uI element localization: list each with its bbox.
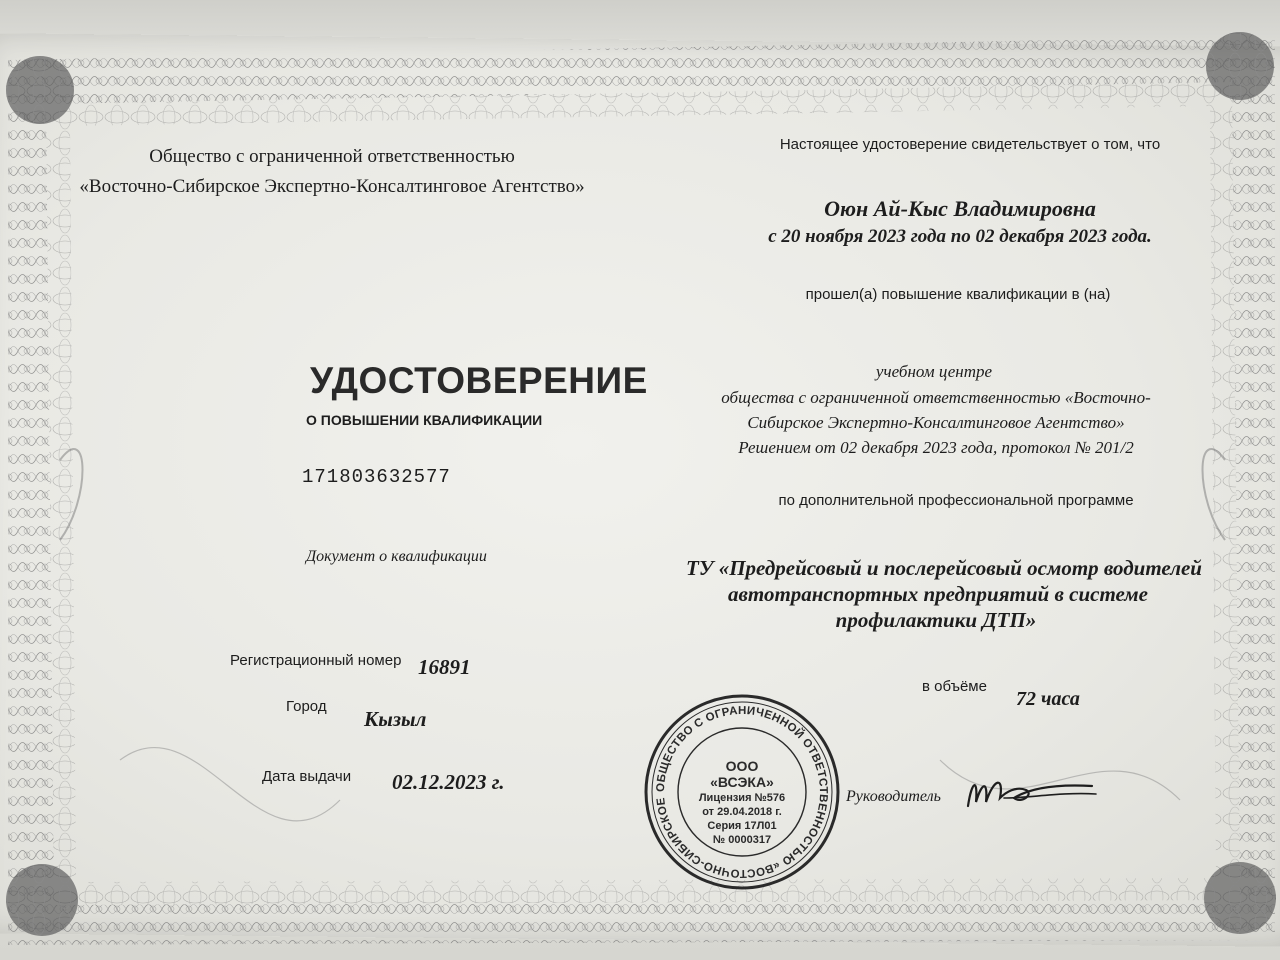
training-center-line: учебном центре xyxy=(875,362,993,381)
holder-name: Оюн Ай-Кыс Владимировна xyxy=(824,196,1096,221)
issue-date-value: 02.12.2023 г. xyxy=(392,770,505,794)
program-label: по дополнительной профессиональной программе xyxy=(778,492,1134,509)
certifies-text: Настоящее удостоверение свидетельствует о том, что xyxy=(779,136,1161,153)
registration-number-label: Регистрационный номер xyxy=(230,652,402,669)
seal-inner-line: ООО xyxy=(725,758,759,774)
city-label: Город xyxy=(286,698,327,715)
seal-ring-text: ОБЩЕСТВО С ОГРАНИЧЕННОЙ ОТВЕТСТВЕННОСТЬЮ «ВОСТОЧНО-СИБИРСКОЕ xyxy=(654,704,830,880)
seal-inner-line: «ВСЭКА» xyxy=(710,774,774,790)
seal-inner-line: Серия 17Л01 xyxy=(707,820,777,832)
seal-inner-line: Лицензия №576 xyxy=(698,792,786,804)
training-center-line: общества с ограниченной ответственностью «Восточно- xyxy=(721,388,1151,407)
organization-line-2: «Восточно-Сибирское Экспертно-Консалтинговое Агентство» xyxy=(79,176,585,197)
organization-line-1: Общество с ограниченной ответственностью xyxy=(149,146,515,167)
document-subtitle: О ПОВЫШЕНИИ КВАЛИФИКАЦИИ xyxy=(306,412,543,428)
registration-number-value: 16891 xyxy=(418,655,471,679)
qualification-document-label: Документ о квалификации xyxy=(306,548,487,565)
city-value: Кызыл xyxy=(364,707,427,731)
program-title-line: профилактики ДТП» xyxy=(835,608,1037,632)
official-seal xyxy=(642,692,842,892)
program-title-line: ТУ «Предрейсовый и послерейсовый осмотр водителей xyxy=(686,556,1202,580)
seal-inner-line: № 0000317 xyxy=(712,834,772,846)
director-signature xyxy=(960,768,1100,818)
training-center-line: Сибирское Экспертно-Консалтинговое Агентство» xyxy=(747,413,1125,432)
passed-text: прошел(а) повышение квалификации в (на) xyxy=(805,286,1111,303)
director-label: Руководитель xyxy=(846,788,941,805)
volume-label: в объёме xyxy=(922,678,987,695)
volume-value: 72 часа xyxy=(1016,688,1080,710)
program-title-line: автотранспортных предприятий в системе xyxy=(728,582,1148,606)
document-title: УДОСТОВЕРЕНИЕ xyxy=(310,360,648,401)
document-number: 171803632577 xyxy=(302,466,451,488)
training-center-line: Решением от 02 декабря 2023 года, протокол № 201/2 xyxy=(738,438,1134,457)
issue-date-label: Дата выдачи xyxy=(262,768,352,785)
training-period: с 20 ноября 2023 года по 02 декабря 2023 года. xyxy=(768,226,1152,247)
seal-inner-line: от 29.04.2018 г. xyxy=(702,806,782,818)
